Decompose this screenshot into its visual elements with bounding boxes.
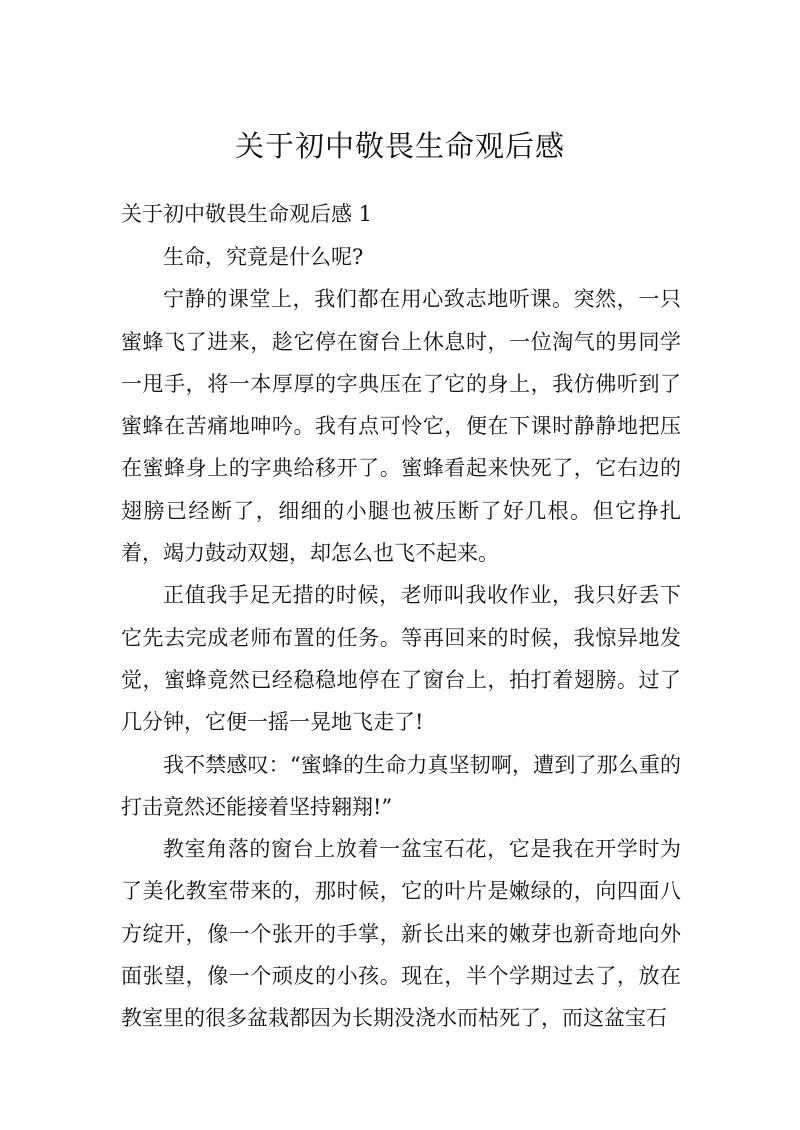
- document-title: 关于初中敬畏生命观后感: [234, 129, 565, 163]
- paragraph: 教室角落的窗台上放着一盆宝石花，它是我在开学时为了美化教室带来的，那时候，它的叶片是嫩绿的，向四面八方绽开，像一个张开的手掌，新长出来的嫩芽也新奇地向外面张望，像一个顽皮的小孩。现在，半个学期过去了，放在教室里的很多盆栽都因为长期没浇水而枯死了，而这盆宝石: [121, 837, 681, 1031]
- paragraph: 宁静的课堂上，我们都在用心致志地听课。突然，一只蜜蜂飞了进来，趁它停在窗台上休息时，一位淘气的男同学一甩手，将一本厚厚的字典压在了它的身上，我仿佛听到了蜜蜂在苦痛地呻吟。我有点可怜它，便在下课时静静地把压在蜜蜂身上的字典给移开了。蜜蜂看起来快死了，它右边的翅膀已经断了，细细的小腿也被压断了好几根。但它挣扎着，竭力鼓动双翅，却怎么也飞不起来。: [121, 287, 681, 566]
- body-text: [121, 236, 681, 1040]
- paragraph: 我不禁感叹：“蜜蜂的生命力真坚韧啊，遭到了那么重的打击竟然还能接着坚持翱翔!”: [121, 752, 681, 819]
- section-heading: 关于初中敬畏生命观后感 1: [121, 202, 373, 226]
- paragraph: 正值我手足无措的时候，老师叫我收作业，我只好丢下它先去完成老师布置的任务。等再回来的时候，我惊异地发觉，蜜蜂竟然已经稳稳地停在了窗台上，拍打着翅膀。过了几分钟，它便一摇一晃地飞走了!: [121, 583, 681, 735]
- paragraph: 生命，究竟是什么呢?: [163, 245, 364, 269]
